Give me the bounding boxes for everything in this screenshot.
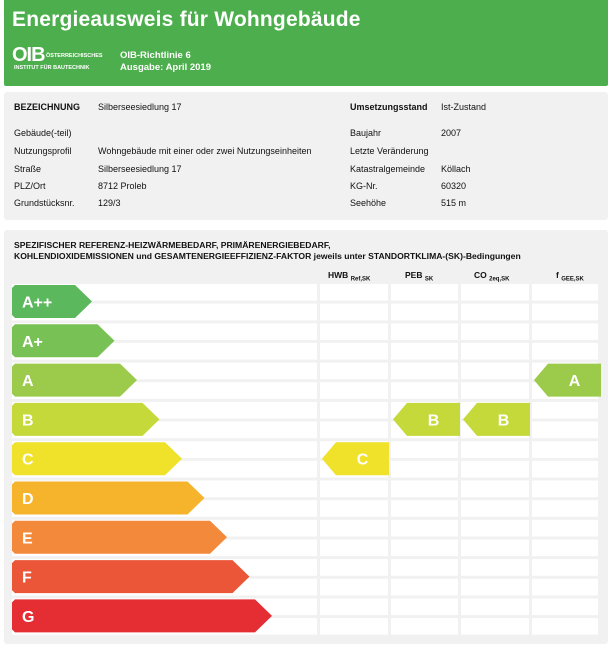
info-label-kg-nr: KG-Nr.: [350, 181, 378, 191]
info-label-umsetzungsstand: Umsetzungsstand: [350, 102, 428, 112]
column-separator: [529, 283, 532, 637]
column-header-co2-sub: 2eq,SK: [489, 276, 510, 283]
richtlinie-info: [120, 50, 211, 74]
class-arrow-c: [12, 442, 182, 475]
info-value-baujahr: 2007: [441, 128, 462, 138]
energy-chart-svg: [4, 230, 608, 644]
chart-heading-line2: KOHLENDIOXIDEMISSIONEN und GESAMTENERGIEEFFIZIENZ-FAKTOR jeweils unter STANDORTKLIMA-(SK)-Bedingungen: [14, 251, 521, 261]
info-label-strasse: Straße: [14, 164, 42, 174]
class-label: G: [22, 608, 35, 626]
rating-label: C: [356, 451, 369, 469]
class-label: C: [22, 451, 34, 469]
info-label-letzte-veraenderung: Letzte Veränderung: [350, 146, 429, 156]
class-label: A+: [22, 333, 43, 351]
info-label-grundstuecksnr: Grundstücksnr.: [14, 198, 75, 208]
class-arrow-e: [12, 521, 227, 554]
header-banner: [4, 0, 608, 86]
grid-band: [12, 284, 598, 301]
column-header-hwb-sub: Ref,SK: [350, 276, 371, 283]
page-title: Energieausweis für Wohngebäude: [12, 8, 361, 31]
class-label: F: [22, 569, 32, 587]
class-arrow-d: [12, 482, 205, 515]
rating-marker: [463, 403, 530, 436]
column-separator: [317, 283, 320, 637]
info-value-kg-nr: 60320: [441, 181, 467, 191]
info-label-plz-ort: PLZ/Ort: [14, 181, 46, 191]
info-label-baujahr: Baujahr: [350, 128, 382, 138]
column-header-peb-sub: SK: [424, 276, 434, 283]
oib-logo: [12, 44, 112, 76]
ausgabe-label: Ausgabe: April 2019: [120, 62, 211, 73]
column-header-peb-main: PEB: [405, 270, 423, 280]
rating-label: A: [568, 373, 581, 391]
column-header-fgee-sub: GEE,SK: [561, 276, 584, 283]
class-label: B: [22, 412, 34, 430]
building-info-box: [4, 92, 608, 220]
richtlinie-label: OIB-Richtlinie 6: [120, 50, 191, 61]
info-value-plz-ort: 8712 Proleb: [98, 181, 147, 191]
info-value-nutzungsprofil: Wohngebäude mit einer oder zwei Nutzungseinheiten: [98, 146, 312, 156]
oib-logo-line2: INSTITUT FÜR BAUTECHNIK: [14, 65, 90, 71]
info-value-grundstuecksnr: 129/3: [98, 198, 121, 208]
class-arrow-f: [12, 560, 250, 593]
rating-label: B: [497, 412, 510, 430]
energy-class-chart: [4, 230, 608, 644]
info-value-strasse: Silberseesiedlung 17: [98, 164, 182, 174]
info-value-seehoehe: 515 m: [441, 198, 467, 208]
oib-logo-letters: OIB: [12, 44, 45, 66]
info-label-bezeichnung: BEZEICHNUNG: [14, 102, 81, 112]
info-label-gebaeudeteil: Gebäude(-teil): [14, 128, 72, 138]
column-header-co2-main: CO: [474, 270, 487, 280]
rating-label: B: [427, 412, 440, 430]
info-value-katastralgemeinde: Köllach: [441, 164, 471, 174]
rating-marker: [322, 442, 389, 475]
class-arrow-b: [12, 403, 160, 436]
info-value-umsetzungsstand: Ist-Zustand: [441, 102, 487, 112]
column-separator: [458, 283, 461, 637]
class-label: A: [22, 373, 34, 391]
info-label-seehoehe: Seehöhe: [350, 198, 387, 208]
class-label: A++: [22, 294, 53, 312]
chart-heading-line1: SPEZIFISCHER REFERENZ-HEIZWÄRMEBEDARF, PRIMÄRENERGIEBEDARF,: [14, 240, 331, 250]
class-arrow-g: [12, 599, 272, 632]
info-value-bezeichnung: Silberseesiedlung 17: [98, 102, 182, 112]
oib-logo-line1: ÖSTERREICHISCHES: [46, 53, 103, 59]
column-header-hwb-main: HWB: [328, 270, 349, 280]
info-label-katastralgemeinde: Katastralgemeinde: [350, 164, 426, 174]
column-header-fgee-main: f: [556, 270, 559, 280]
class-label: D: [22, 491, 34, 508]
rating-marker: [393, 403, 460, 436]
info-label-nutzungsprofil: Nutzungsprofil: [14, 146, 72, 156]
grid-band: [12, 304, 598, 321]
class-label: E: [22, 530, 33, 548]
rating-marker: [534, 364, 601, 397]
